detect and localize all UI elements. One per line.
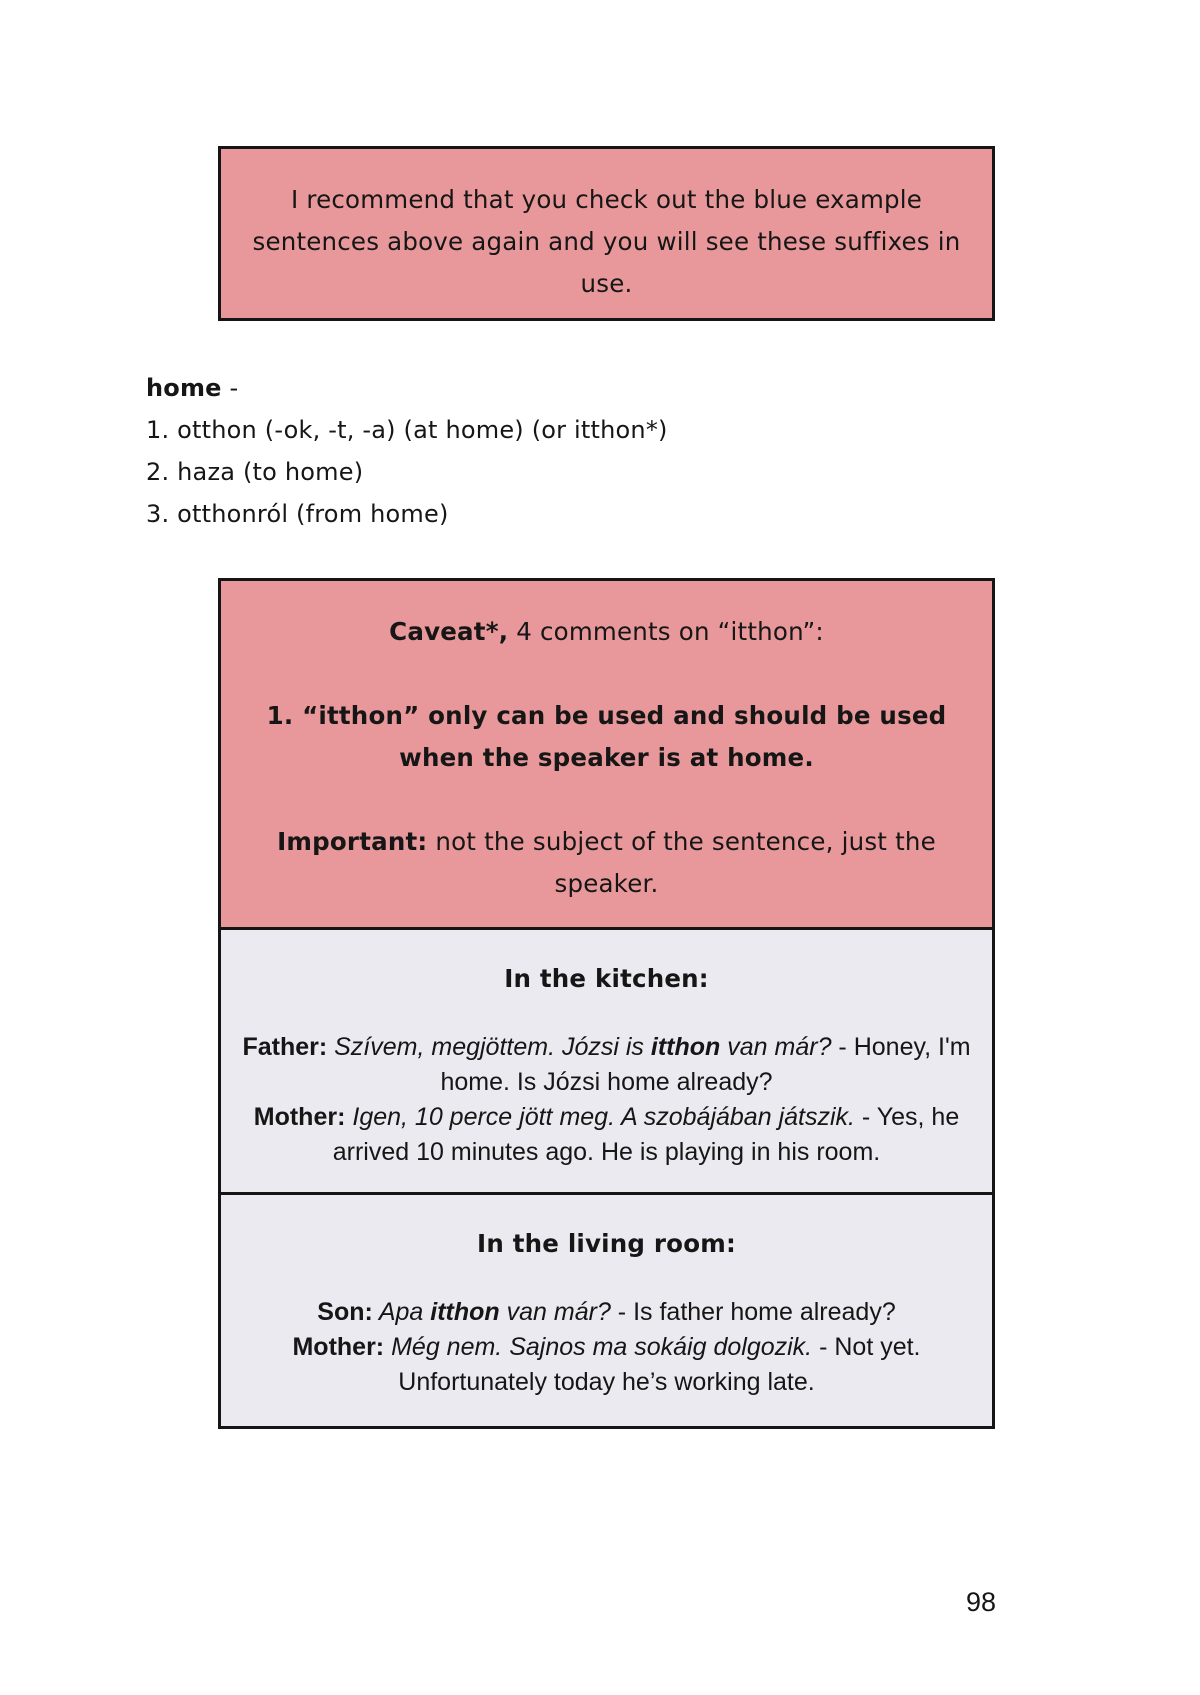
living-room-dialog — [241, 1295, 972, 1400]
hungarian-text: Még nem. Sajnos ma sokáig dolgozik. — [384, 1333, 813, 1361]
vocab-item: 2. haza (to home) — [146, 458, 364, 486]
kitchen-example-cell — [221, 927, 992, 1192]
english-translation: - Not yet. Unfortunately today he’s working late. — [398, 1333, 921, 1396]
important-label: Important: — [277, 827, 428, 856]
dialog-line — [241, 1295, 972, 1330]
hungarian-keyword: itthon — [650, 1033, 721, 1061]
caveat-cell — [221, 581, 992, 927]
vocab-headword: home — [146, 374, 222, 402]
kitchen-dialog — [241, 1030, 972, 1170]
caveat-title — [257, 611, 956, 653]
living-room-example-cell — [221, 1192, 992, 1426]
kitchen-title: In the kitchen: — [504, 964, 709, 993]
vocabulary-entry — [146, 367, 1046, 535]
vocab-item: 3. otthonról (from home) — [146, 500, 449, 528]
caveat-important — [257, 821, 956, 905]
hungarian-text: Apa — [372, 1298, 431, 1326]
caveat-label: Caveat*, — [389, 617, 509, 646]
english-translation: - Yes, he arrived 10 minutes ago. He is playing in his room. — [332, 1103, 960, 1166]
hungarian-keyword: itthon — [430, 1298, 500, 1326]
vocab-item: 1. otthon (-ok, -t, -a) (at home) (or itthon*) — [146, 416, 668, 444]
dialog-line — [241, 1030, 972, 1100]
hungarian-text: Szívem, megjöttem. Józsi is — [327, 1033, 651, 1061]
speaker-label: Mother: — [292, 1333, 385, 1361]
english-translation: - Is father home already? — [610, 1298, 896, 1326]
caveat-point-1: 1. “itthon” only can be used and should be used when the speaker is at home. — [266, 701, 947, 772]
living-room-title: In the living room: — [477, 1229, 736, 1258]
caveat-title-rest: 4 comments on “itthon”: — [508, 617, 824, 646]
dialog-line — [241, 1100, 972, 1170]
hungarian-text: van már? — [720, 1033, 832, 1061]
speaker-label: Son: — [317, 1298, 373, 1326]
speaker-label: Mother: — [253, 1103, 346, 1131]
english-translation: - Honey, I'm home. Is Józsi home already? — [440, 1033, 971, 1096]
recommendation-text: I recommend that you check out the blue example sentences above again and you will see these suffixes in use. — [252, 185, 961, 298]
important-text: not the subject of the sentence, just the speaker. — [427, 827, 936, 898]
hungarian-text: van már? — [499, 1298, 611, 1326]
vocab-dash: - — [221, 374, 239, 402]
caveat-table — [218, 578, 995, 1429]
vocab-heading — [146, 367, 1046, 409]
speaker-label: Father: — [242, 1033, 328, 1061]
dialog-line — [241, 1330, 972, 1400]
hungarian-text: Igen, 10 perce jött meg. A szobájában játszik. — [345, 1103, 855, 1131]
recommendation-note — [218, 146, 995, 321]
page-number: 98 — [965, 1587, 996, 1617]
